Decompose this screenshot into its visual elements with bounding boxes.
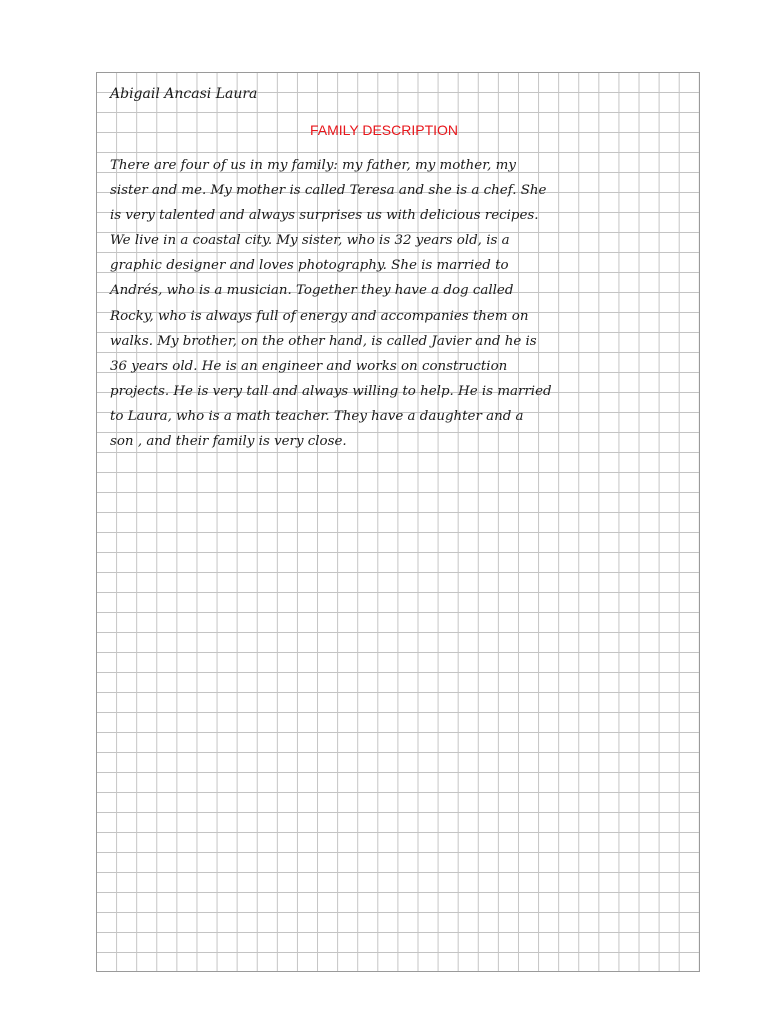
text-line: There are four of us in my family: my father, my mother, my (110, 158, 516, 173)
text-line: walks. My brother, on the other hand, is called Javier and he is (110, 333, 537, 349)
text-line: graphic designer and loves photography. She is married to (110, 258, 509, 274)
author-name: Abigail Ancasi Laura (110, 86, 258, 102)
document-title: FAMILY DESCRIPTION (309, 122, 459, 138)
text-line: is very talented and always surprises us with delicious recipes. (110, 208, 539, 224)
text-line: Rocky, who is always full of energy and accompanies them on (110, 308, 529, 324)
body-text (110, 153, 670, 454)
text-line: 36 years old. He is an engineer and works on construction (110, 358, 508, 374)
text-line: son , and their family is very close. (110, 434, 347, 450)
text-line: projects. He is very tall and always willing to help. He is married (110, 383, 552, 399)
text-line: We live in a coastal city. My sister, who is 32 years old, is a (110, 233, 510, 249)
text-line: to Laura, who is a math teacher. They have a daughter and a (110, 408, 524, 424)
text-line: sister and me. My mother is called Teresa and she is a chef. She (110, 183, 547, 199)
text-line: Andrés, who is a musician. Together they have a dog called (110, 283, 514, 299)
